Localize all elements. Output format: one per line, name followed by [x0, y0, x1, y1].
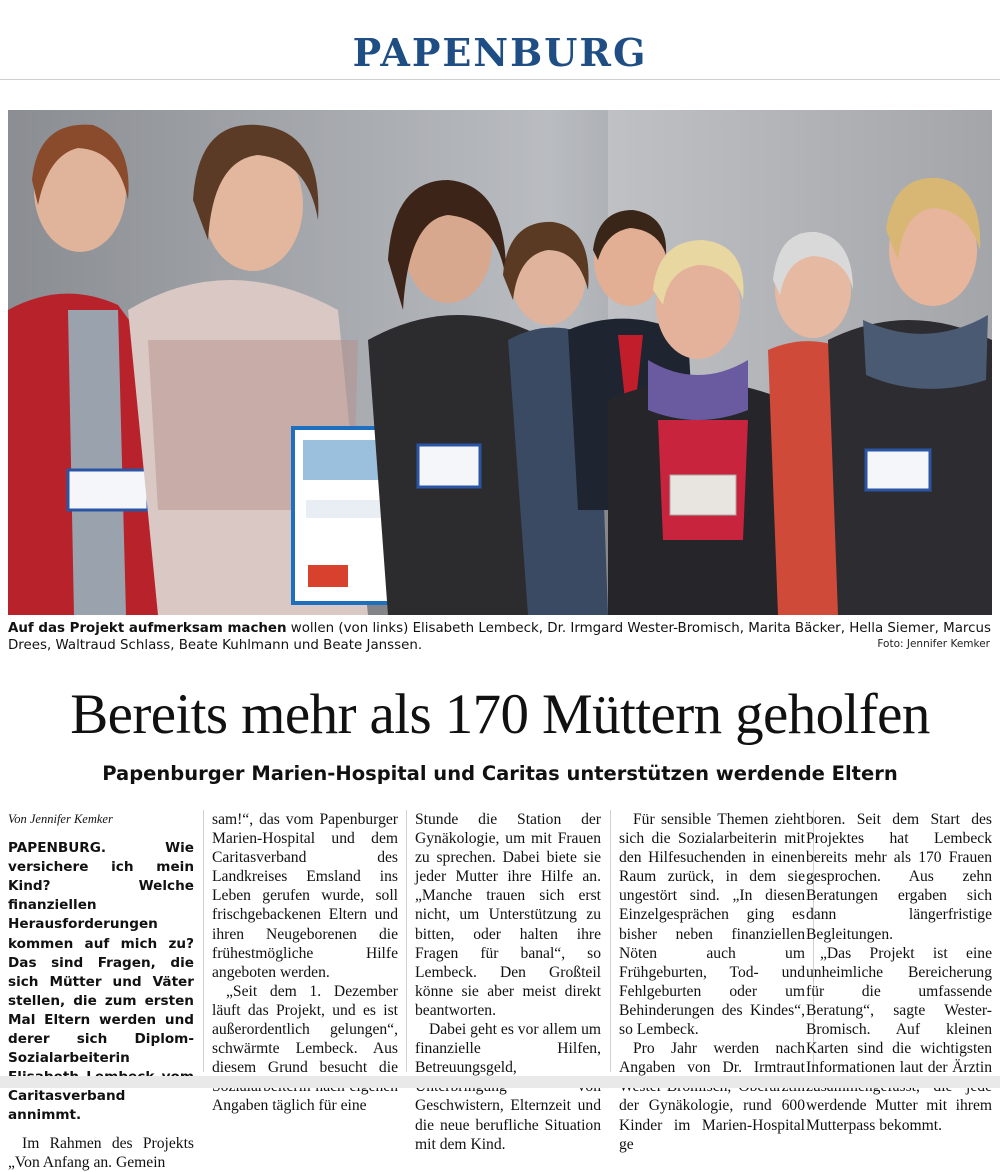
- caption-text: wollen (von links) Elisabeth Lembeck, Dr. Irmgard Wester-Bromisch, Marita Bäcker, Hella Siemer, Marcus Drees, Waltraud Schlass, Beate Kuhlmann und Beate Janssen.: [8, 621, 991, 653]
- section-title: PAPENBURG: [352, 30, 648, 75]
- article-column-1: [8, 810, 194, 1172]
- article-column-4: [619, 810, 805, 1154]
- article-paragraph-4: Für sensible Themen zieht sich die Sozialarbeiterin mit den Hilfesuchenden in einen Raum zurück, in dem sie ungestört sind. „In diesen Einzelgesprächen ging es bisher neben finanziellen Nöten auch um Frühgeburten, Tod- und Fehlgeburten oder um Behinderungen des Kindes“, so Lembeck.: [619, 811, 805, 1039]
- article-column-3: [415, 810, 601, 1154]
- article-lead: PAPENBURG. Wie versichere ich mein Kind? Welche finanziellen Herausforderungen kommen auf mich zu? Das sind Fragen, die sich Mütter und Väter stellen, die zum ersten Mal Eltern werden und derer sich Diplom-Sozialarbeiterin Caritasverband annimmt.: [8, 840, 194, 1124]
- photo-caption: [8, 620, 992, 654]
- article-paragraph-1: Im Rahmen des Projekts „Von Anfang an. Gemein: [8, 1134, 194, 1171]
- column-divider: [203, 810, 204, 1072]
- article-paragraph-5-cont: boren. Seit dem Start des Projektes hat Lembeck bereits mehr als 170 Frauen gesprochen. Aus zehn Beratungen ergaben sich dann längerfristige Begleitungen.: [806, 811, 992, 943]
- page-bottom-band: [0, 1076, 1000, 1088]
- article-headline: Bereits mehr als 170 Müttern geholfen: [70, 683, 930, 746]
- column-divider: [610, 810, 611, 1072]
- article-column-2: [212, 810, 398, 1116]
- article-paragraph-1-cont: sam!“, das vom Papenburger Marien-Hospital und dem Caritasverband des Landkreises Emsland ins Leben gerufen wurde, soll frischgebackenen Eltern und ihren Neugeborenen die frühestmögliche Hilfe angeboten werden.: [212, 811, 398, 981]
- photo-credit: Foto: Jennifer Kemker: [877, 638, 990, 650]
- caption-lead: Auf das Projekt aufmerksam machen: [8, 621, 287, 636]
- article-byline: Von Jennifer Kemker: [8, 812, 113, 826]
- article-paragraph-6: „Das Projekt ist eine unheimliche Bereicherung für die umfassende Beratung“, sagte Wester-Bromisch. Auf kleinen Karten sind die wichtigsten Informationen laut der Ärztin werdende Mutter mit ihrem Mutterpass bekommt.: [806, 944, 992, 1134]
- article-paragraph-3: Dabei geht es vor allem um finanzielle Hilfen, Betreuungsgeld, Geschwistern, Elternzeit und die neue berufliche Situation mit dem Kind.: [415, 1021, 601, 1153]
- group-photo: [8, 110, 992, 615]
- column-divider: [406, 810, 407, 1072]
- article-paragraph-2: „Seit dem 1. Dezember läuft das Projekt, und es ist außerordentlich gelungen“, schwärmte Lembeck. Aus diesem Grund besucht die Angaben täglich für eine: [212, 982, 398, 1115]
- article-subheadline: Papenburger Marien-Hospital und Caritas unterstützen werdende Eltern: [102, 762, 898, 785]
- article-paragraph-5: Pro Jahr werden nach Angaben von Dr. Irmtraut der Gynäkologie, rund 600 Kinder im Marien-Hospital ge: [619, 1040, 805, 1153]
- section-header: [0, 0, 1000, 80]
- article-paragraph-2-cont: Stunde die Station der Gynäkologie, um mit Frauen zu sprechen. Dabei biete sie jeder Mutter ihre Hilfe an. „Manche trauen sich erst nicht, um Unterstützung zu bitten, oder halten ihre Fragen für banal“, so Lembeck. Den Großteil könne sie aber meist direkt beantworten.: [415, 811, 601, 1019]
